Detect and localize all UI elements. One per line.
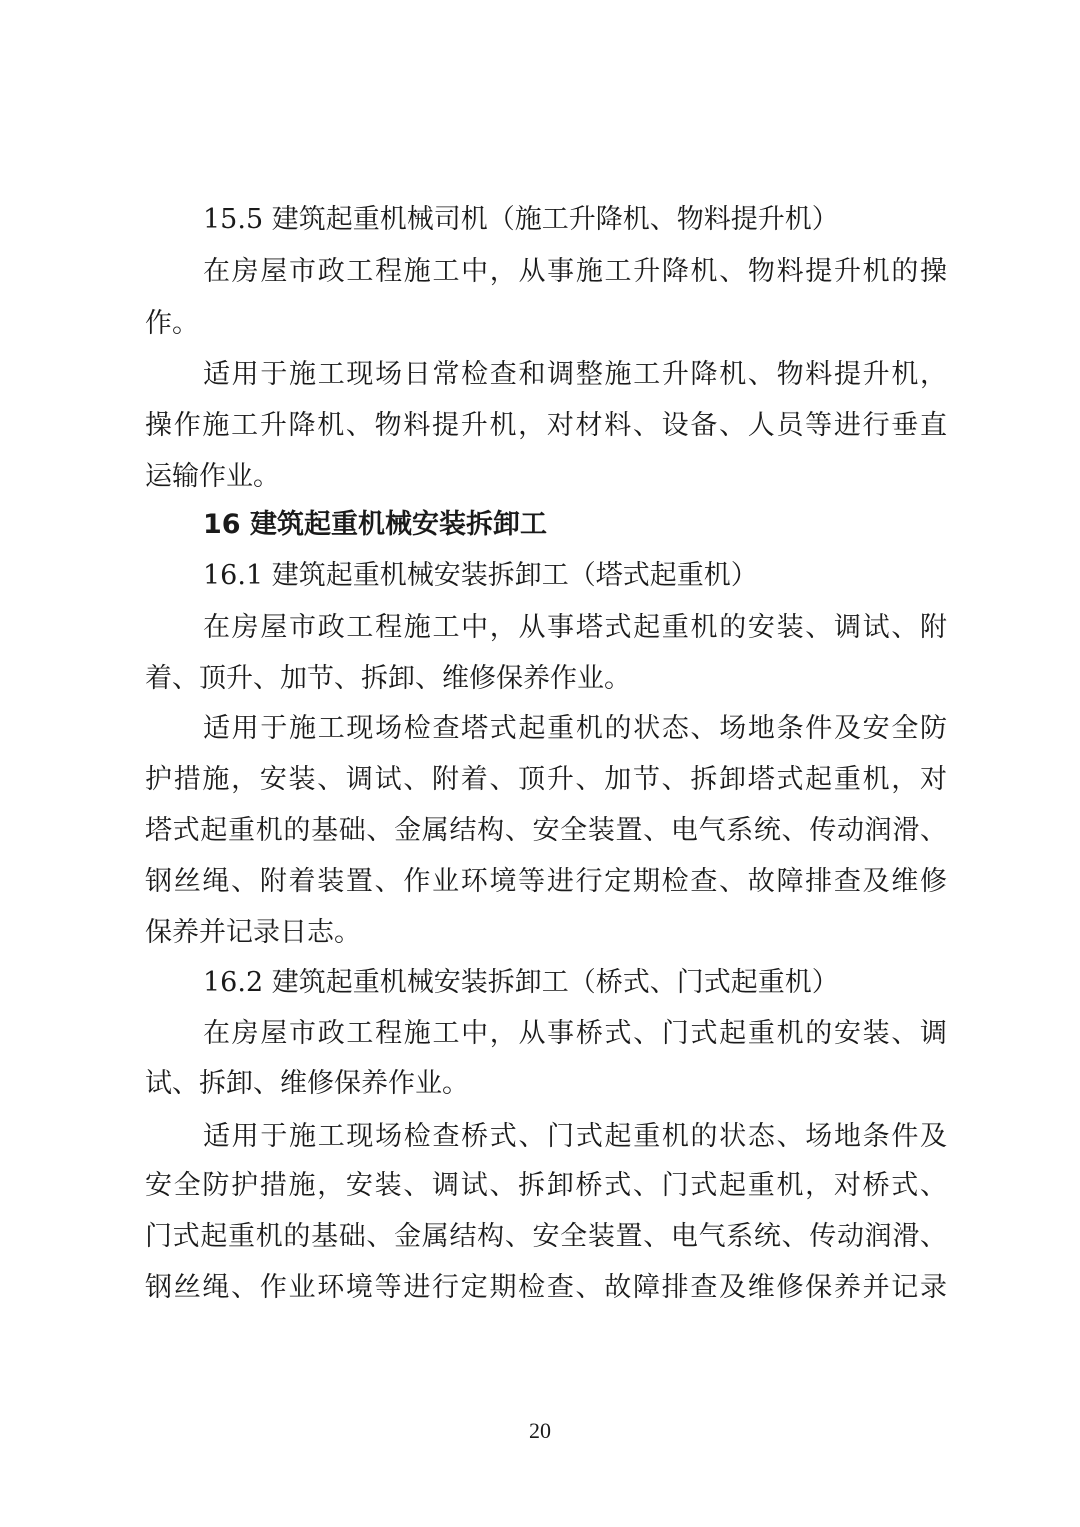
paragraph-line: 在房屋市政工程施工中，从事桥式、门式起重机的安装、调 xyxy=(203,1018,947,1049)
section-16-1-heading: 16.1 建筑起重机械安装拆卸工（塔式起重机） xyxy=(203,560,758,591)
paragraph-line: 运输作业。 xyxy=(145,461,280,492)
paragraph-line: 作。 xyxy=(145,308,199,339)
page-number: 20 xyxy=(529,1418,551,1443)
paragraph-line: 门式起重机的基础、金属结构、安全装置、电气系统、传动润滑、 xyxy=(145,1221,947,1252)
paragraph-line: 着、顶升、加节、拆卸、维修保养作业。 xyxy=(145,663,631,694)
paragraph-line: 在房屋市政工程施工中，从事塔式起重机的安装、调试、附 xyxy=(203,612,947,643)
paragraph-line: 护措施，安装、调试、附着、顶升、加节、拆卸塔式起重机，对 xyxy=(145,764,947,795)
paragraph-line: 塔式起重机的基础、金属结构、安全装置、电气系统、传动润滑、 xyxy=(145,815,947,846)
paragraph-line: 钢丝绳、作业环境等进行定期检查、故障排查及维修保养并记录 xyxy=(145,1272,947,1303)
paragraph-line: 适用于施工现场日常检查和调整施工升降机、物料提升机， xyxy=(203,359,947,390)
paragraph-line: 操作施工升降机、物料提升机，对材料、设备、人员等进行垂直 xyxy=(145,410,947,441)
paragraph-line: 试、拆卸、维修保养作业。 xyxy=(145,1068,469,1099)
paragraph-line: 适用于施工现场检查塔式起重机的状态、场地条件及安全防 xyxy=(203,713,947,744)
paragraph-line: 保养并记录日志。 xyxy=(145,917,361,948)
section-16-2-heading: 16.2 建筑起重机械安装拆卸工（桥式、门式起重机） xyxy=(203,967,839,998)
paragraph-line: 钢丝绳、附着装置、作业环境等进行定期检查、故障排查及维修 xyxy=(145,866,947,897)
paragraph-line: 安全防护措施，安装、调试、拆卸桥式、门式起重机，对桥式、 xyxy=(145,1170,947,1201)
section-16-heading: 16 建筑起重机械安装拆卸工 xyxy=(203,509,547,540)
paragraph-line: 在房屋市政工程施工中，从事施工升降机、物料提升机的操 xyxy=(203,256,947,287)
section-15-5-heading: 15.5 建筑起重机械司机（施工升降机、物料提升机） xyxy=(203,204,839,235)
paragraph-line: 适用于施工现场检查桥式、门式起重机的状态、场地条件及 xyxy=(203,1121,947,1152)
